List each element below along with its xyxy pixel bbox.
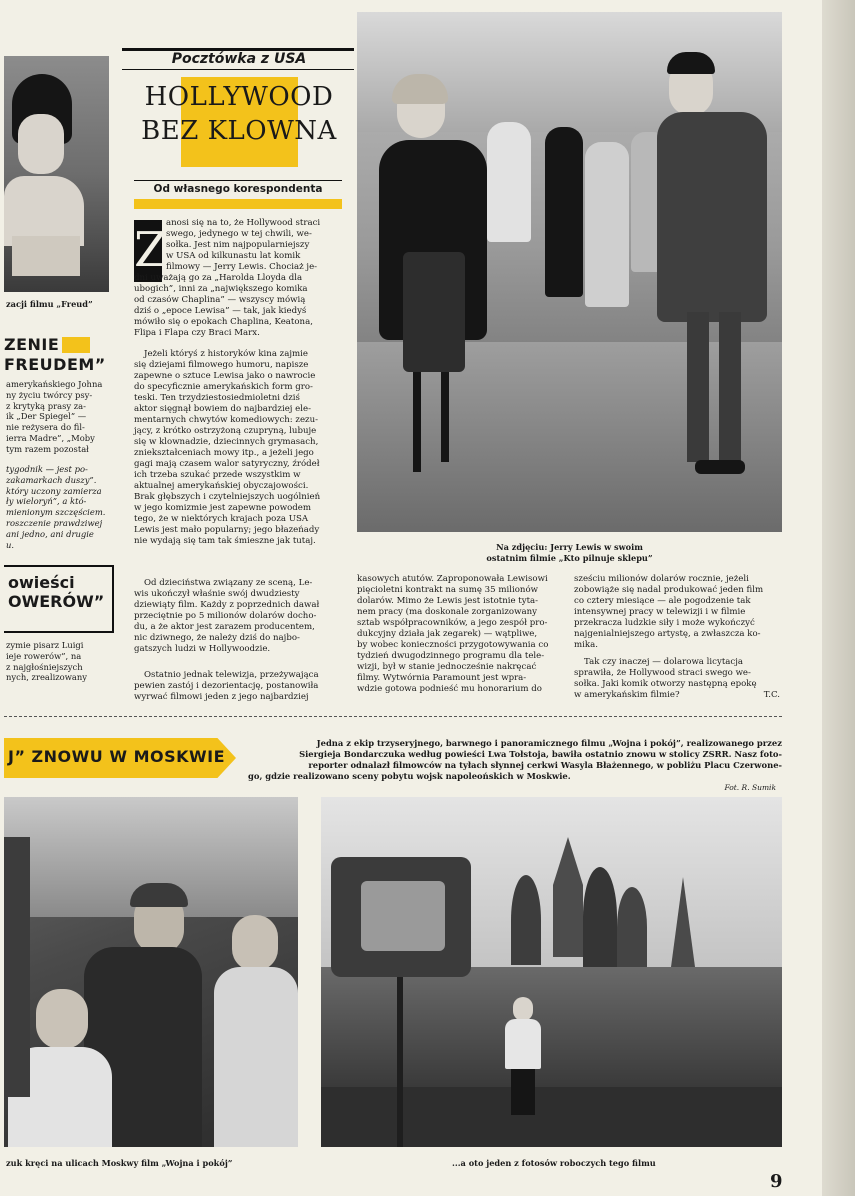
col1-line: gatszych ludzi w Hollywoodzie. <box>134 644 271 654</box>
col1-line: swego, jedynego w tej chwili, we- <box>166 229 312 239</box>
col1-line: Lewis jest mało popularny; jego błazeńady <box>134 525 320 535</box>
col1-para3 <box>134 578 342 655</box>
col2-line: nem pracy (ma doskonale zorganizowany <box>357 607 537 617</box>
jerry-photo-caption <box>357 542 782 563</box>
freud-italic-line: tygodnik — jest po- <box>6 464 88 474</box>
rowery-box <box>4 565 114 633</box>
freud-heading <box>4 335 112 375</box>
freud-heading-line2: FREUDEM” <box>4 355 106 374</box>
col1-line: pewien zastój i dezorientację, postanowiła <box>134 681 319 691</box>
article-title-line2: BEZ KLOWNA <box>141 116 337 146</box>
moscow-line: Jedna z ekip trzyseryjnego, barwnego i panoramicznego filmu „Wojna i pokój”, realizowanego przez <box>316 738 782 748</box>
photo-credit: Fot. R. Sumik <box>724 783 776 792</box>
col2-line: wdzie gotowa podnieść mu honorarium do <box>357 684 542 694</box>
jerry-caption-line1: Na zdjęciu: Jerry Lewis w swoim <box>496 542 643 552</box>
col1-line: Brak głębszych i czytelniejszych uogólnień <box>134 492 321 502</box>
col2-text <box>357 574 563 695</box>
kicker-rule-bottom <box>122 69 354 70</box>
col3-line: przekracza ludzkie siły i może wykończyć <box>574 618 755 628</box>
freud-italic-text <box>6 464 116 550</box>
freud-italic-line: który uczony zamierza <box>6 485 102 496</box>
freud-italic-line: ły wieloryń”, a któ- <box>6 496 87 507</box>
col1-line: teski. Ten trzydziestosiedmioletni dziś <box>134 393 300 403</box>
col2-line: kasowych atutów. Zaproponowała Lewisowi <box>357 574 548 584</box>
rowery-text <box>6 640 116 683</box>
col1-line: sołka. Jest nim najpopularniejszy <box>166 240 310 250</box>
caption-right: ...a oto jeden z fotosów roboczych tego filmu <box>452 1158 656 1168</box>
col2-line: pięcioletni kontrakt na sumę 35 milionów <box>357 585 538 595</box>
rowery-title-line1: owieści <box>8 573 75 592</box>
col3-line: Tak czy inaczej — dolarowa licytacja <box>584 657 743 667</box>
freud-line: tym razem pozostał <box>6 443 89 454</box>
article-byline: Od własnego korespondenta <box>153 183 323 195</box>
rowery-line: ieje rowerów”, na <box>6 650 82 661</box>
freud-italic-line: u. <box>6 539 15 550</box>
col1-line: przeciętnie po 5 milionów dolarów docho- <box>134 611 317 621</box>
col2-line: tydzień dwugodzinnego programu dla tele- <box>357 651 545 661</box>
col3-line: sześciu milionów dolarów rocznie, jeżeli <box>574 574 749 584</box>
col3-line: w amerykańskim filmie? <box>574 690 680 700</box>
col1-line: aktor sięgnął bowiem do najbardziej ele- <box>134 404 312 414</box>
col1-line: do specyficznie amerykańskich form gro- <box>134 382 313 392</box>
col1-line: się w klownadzie, dziecinnych grymasach, <box>134 437 319 447</box>
col1-line: filmowy — Jerry Lewis. Chociaż je- <box>166 262 318 272</box>
article-kicker: Pocztówka z USA <box>171 51 307 67</box>
rowery-title-line2: OWERÓW” <box>8 592 105 611</box>
col1-line: zniekształceniach mowy itp., a jeżeli jego <box>134 448 314 458</box>
col1-para2 <box>134 349 342 547</box>
col3-line: sołka. Jaki komik otworzy następną epokę <box>574 679 757 689</box>
col1-line: Od dzieciństwa związany ze sceną, Le- <box>144 578 313 588</box>
moscow-line: Siergieja Bondarczuka według powieści Lwa Tołstoja, bawiła ostatnio znowu w stolicy ZSRR. Nasz foto- <box>299 749 782 759</box>
caption-left: zuk kręci na ulicach Moskwy film „Wojna i pokój” <box>6 1158 233 1168</box>
col1-line: du, a że aktor jest zarazem producentem, <box>134 622 315 632</box>
rowery-line: z najgłośniejszych <box>6 661 83 672</box>
col1-line: wyrwać filmowi jeden z jego najbardziej <box>134 692 309 702</box>
col1-line: Ostatnio jednak telewizja, przeżywająca <box>144 670 319 680</box>
byline-rule-top <box>134 180 342 181</box>
col1-line: Jeżeli któryś z historyków kina zajmie <box>144 349 308 359</box>
col3-line: co cztery miesiące — ale pogodzenie tak <box>574 596 751 606</box>
freud-heading-line1: ZENIE <box>4 335 60 354</box>
freud-photo <box>4 56 109 292</box>
moscow-line: reporter odnalazł filmowców na tyłach słynnej cerkwi Wasyla Błażennego, w pobliżu Placu Czerwone- <box>308 760 782 770</box>
freud-caption: zacji filmu „Freud” <box>6 299 93 309</box>
col3-line: sprawiła, że Hollywood straci swego we- <box>574 668 751 678</box>
col1-line: Flipa i Flapa czy Braci Marx. <box>134 328 260 338</box>
col2-line: by wobec konieczności przygotowywania co <box>357 640 549 650</box>
freud-line: z krytyką prasy za- <box>6 400 86 411</box>
freud-italic-line: zakamarkach duszy”. <box>6 474 97 485</box>
freud-italic-line: roszczenie prawdziwej <box>6 517 103 528</box>
page-number: 9 <box>770 1171 783 1192</box>
col1-line: wis ukończył właśnie swój dwudziesty <box>134 589 300 599</box>
col1-line: się dziejami filmowego humoru, napisze <box>134 360 309 370</box>
article-signature: T.C. <box>763 690 780 700</box>
col1-line: gagi mają czasem walor satyryczny, źródeł <box>134 459 320 469</box>
col1-line: ubogich”, inni za „największego komika <box>134 284 308 294</box>
col1-line: od czasów Chaplina” — wszyscy mówią <box>134 295 306 305</box>
red-square-photo <box>321 797 782 1147</box>
freud-italic-line: ani jedno, ani drugie <box>6 528 94 539</box>
article-title <box>124 80 354 148</box>
col3-line: zobowiąże się nadal produkować jeden film <box>574 585 764 595</box>
jerry-lewis-photo <box>357 12 782 532</box>
jerry-caption-line2: ostatnim filmie „Kto pilnuje sklepu” <box>486 552 653 563</box>
page-edge <box>822 0 855 1196</box>
article-title-line1: HOLLYWOOD <box>144 82 334 112</box>
rowery-line: nych, zrealizowany <box>6 672 87 683</box>
byline-bar <box>134 199 342 209</box>
freud-italic-line: mienionym szczęściem. <box>6 507 106 518</box>
freud-line: amerykańskiego Johna <box>6 379 103 389</box>
freud-line: nie reżysera do fil- <box>6 422 85 433</box>
col1-line: mówiło się o epokach Chaplina, Keatona, <box>134 317 313 327</box>
col1-line: dni uważają go za „Harolda Lloyda dla <box>134 273 303 283</box>
col2-line: dolarów. Mimo że Lewis jest istotnie tyta- <box>357 596 539 606</box>
col1-line: w jego komizmie jest zapewne powodem <box>134 503 311 513</box>
col1-line: w USA od kilkunastu lat komik <box>166 251 301 261</box>
col1-line: ich trzeba szukać przede wszystkim w <box>134 470 301 480</box>
col3-line: najgenialniejszego artystę, a zwłaszcza ko- <box>574 629 761 639</box>
dropcap: Z <box>134 220 162 282</box>
col1-line: anosi się na to, że Hollywood straci <box>166 218 321 228</box>
moscow-text <box>248 738 782 782</box>
rowery-line: zymie pisarz Luigi <box>6 640 84 650</box>
col1-line: aktualnej amerykańskiej obyczajowości. <box>134 481 309 491</box>
col1-line: zapewne o sztuce Lewisa jako o nawrocie <box>134 371 316 381</box>
col1-line: tego, że w niektórych krajach poza USA <box>134 514 309 524</box>
col2-line: dukcyjny działa jak zegarek) — wątpliwe, <box>357 629 538 639</box>
section-divider <box>4 716 782 717</box>
col3-text <box>574 574 782 651</box>
col3-line: mika. <box>574 640 598 650</box>
freud-line: ny życiu twórcy psy- <box>6 389 93 400</box>
col2-line: filmy. Wytwórnia Paramount jest wpra- <box>357 673 527 683</box>
freud-text <box>6 379 114 455</box>
col3-line: intensywnej pracy w telewizji i w filmie <box>574 607 746 617</box>
moscow-banner: J” ZNOWU W MOSKWIE <box>8 747 226 766</box>
col1-line: jący, z krótko ostrzyżoną czupryną, lubuje <box>134 426 317 436</box>
col2-line: wizji, był w stanie jednocześnie nakręcać <box>357 662 537 672</box>
col1-line: nic dziwnego, że należy dziś do najbo- <box>134 633 300 643</box>
col1-line: mentarnych chwytów komediowych: zezu- <box>134 415 319 425</box>
col1-intro <box>134 218 342 339</box>
col1-line: dziewiąty film. Każdy z poprzednich dawał <box>134 600 320 610</box>
col1-line: dziś o „epoce Lewisa” — tak, jak kiedyś <box>134 306 307 316</box>
freud-line: ik „Der Spiegel” — <box>6 411 87 422</box>
bondarczuk-photo <box>4 797 298 1147</box>
freud-line: ierra Madre”, „Moby <box>6 432 95 443</box>
col1-para4 <box>134 670 342 703</box>
col1-line: nie wydają się tam tak śmieszne jak tutaj. <box>134 536 316 546</box>
col2-line: sztab współpracowników, a jego zespół pro- <box>357 618 548 628</box>
moscow-line: go, gdzie realizowano sceny pobytu wojsk napoleońskich w Moskwie. <box>248 771 571 781</box>
